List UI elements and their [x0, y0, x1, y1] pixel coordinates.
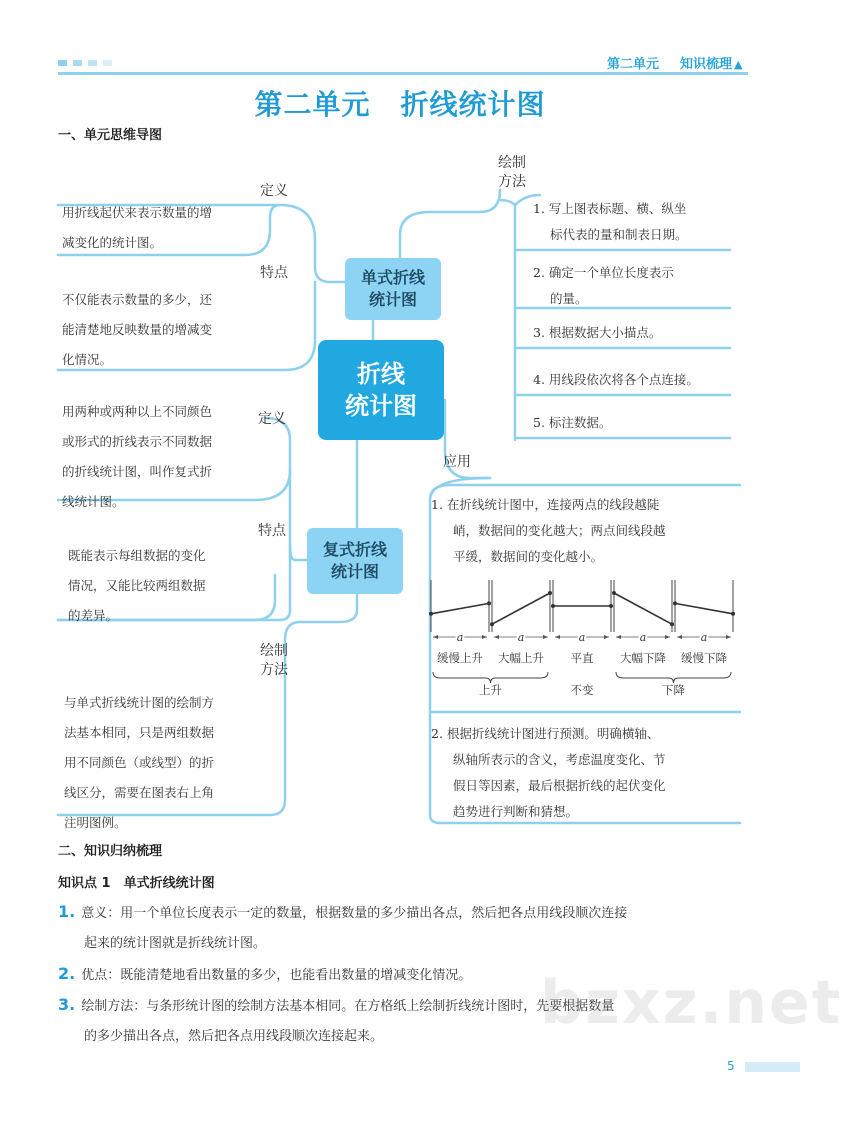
group-brace [616, 672, 731, 683]
application-item2-line: 2. 根据折线统计图进行预测。明确横轴、 [431, 726, 660, 741]
application-item2-line: 假日等因素，最后根据折线的起伏变化 [453, 778, 666, 793]
compound-feature-line: 的差异。 [68, 608, 119, 623]
section-heading-knowledge: 二、知识归纳梳理 [58, 844, 163, 859]
dimension-label-a: a [456, 631, 464, 644]
compound-method-line: 与单式折线统计图的绘制方 [64, 695, 215, 710]
slope-type-label: 缓慢上升 [437, 651, 483, 665]
item-number: 2. [58, 964, 76, 983]
compound-method-label [260, 642, 288, 680]
method-step-line: 2. 确定一个单位长度表示 [533, 265, 674, 280]
page-title-topic: 折线统计图 [400, 88, 546, 121]
section-heading-mindmap: 一、单元思维导图 [58, 128, 163, 143]
compound-definition-text [62, 397, 212, 517]
slope-line [614, 593, 672, 624]
compound-method-line: 用不同颜色（或线型）的折 [64, 755, 215, 770]
compound-feature-line: 既能表示每组数据的变化 [68, 548, 206, 563]
compound-definition-line: 线统计图。 [62, 494, 125, 509]
slope-type-label: 大幅下降 [620, 651, 666, 665]
slope-line [431, 603, 489, 613]
dimension-arrow [665, 635, 670, 639]
single-definition-line: 减变化的统计图。 [62, 235, 163, 250]
dimension-label-a: a [517, 631, 525, 644]
application-item-1 [431, 492, 666, 570]
application-item2-line: 趋势进行判断和猜想。 [453, 804, 579, 819]
dimension-arrow [555, 635, 560, 639]
application-item1-line: 平缓，数据间的变化越小。 [453, 549, 604, 564]
center-node [318, 340, 444, 440]
slope-point [731, 612, 735, 616]
compound-node-line1: 复式折线 [322, 540, 387, 559]
knowledge-point-title: 知识点 1 单式折线统计图 [58, 876, 215, 891]
dimension-label-a: a [700, 631, 708, 644]
dimension-arrow [482, 635, 487, 639]
item-text: 意义：用一个单位长度表示一定的数量，根据数量的多少描出各点，然后把各点用线段顺次连接 [81, 906, 628, 921]
header-subject-text: 知识梳理 [680, 57, 733, 72]
dimension-arrow [616, 635, 621, 639]
application-label: 应用 [443, 454, 471, 470]
group-label: 上升 [479, 683, 502, 697]
single-feature-line: 不仅能表示数量的多少，还 [62, 292, 213, 307]
single-feature-line: 能清楚地反映数量的增减变 [62, 322, 213, 337]
watermark: bzxz.net [540, 968, 842, 1038]
slope-point [429, 612, 433, 616]
slope-point [548, 591, 552, 595]
single-node-line2: 统计图 [368, 290, 417, 309]
slope-type-label: 大幅上升 [498, 651, 544, 665]
dimension-arrow [494, 635, 499, 639]
compound-method-label-line1: 绘制 [260, 643, 288, 659]
item-text: 起来的统计图就是折线统计图。 [84, 936, 267, 951]
page-number: 5 [727, 1059, 735, 1073]
compound-method-label-line2: 方法 [260, 662, 288, 678]
method-step-3: 3. 根据数据大小描点。 [533, 325, 662, 340]
method-step-4: 4. 用线段依次将各个点连接。 [533, 372, 699, 387]
slope-line [675, 603, 733, 613]
group-label: 下降 [662, 683, 685, 697]
item-number: 1. [58, 902, 76, 921]
method-step-line: 的量。 [550, 291, 588, 306]
page-number-bar [745, 1062, 800, 1072]
group-brace [433, 672, 548, 683]
application-item1-line: 峭，数据间的变化越大；两点间线段越 [453, 523, 666, 538]
method-step-line: 标代表的量和制表日期。 [550, 227, 688, 242]
compound-feature-text [68, 541, 206, 631]
single-method-label-line2: 方法 [498, 174, 526, 190]
single-feature-line: 化情况。 [62, 352, 113, 367]
single-node-line1: 单式折线 [360, 268, 425, 287]
application-item1-line: 1. 在折线统计图中，连接两点的线段越陡 [431, 497, 660, 512]
compound-method-line: 线区分，需要在图表右上角 [64, 785, 215, 800]
slope-point [673, 601, 677, 605]
compound-feature-label: 特点 [258, 523, 286, 539]
slope-point [487, 601, 491, 605]
method-step-2 [533, 260, 674, 312]
single-line-chart-node [345, 258, 441, 320]
dimension-arrow [604, 635, 609, 639]
compound-definition-line: 用两种或两种以上不同颜色 [62, 404, 213, 419]
compound-method-line: 法基本相同，只是两组数据 [64, 725, 215, 740]
method-step-1 [533, 196, 688, 248]
header-unit-label: 第二单元 [607, 57, 660, 72]
method-step-line: 1. 写上图表标题、横、纵坐 [533, 201, 687, 216]
compound-node-line2: 统计图 [330, 562, 379, 581]
dimension-arrow [726, 635, 731, 639]
graduation-cap-icon: ▲ [734, 58, 743, 71]
slope-point [551, 604, 555, 608]
group-label: 不变 [570, 683, 594, 697]
slope-point [490, 622, 494, 626]
compound-method-text [64, 688, 214, 838]
slope-diagram [428, 575, 733, 705]
compound-method-line: 注明图例。 [64, 815, 127, 830]
single-method-label-line1: 绘制 [498, 155, 526, 171]
method-step-5: 5. 标注数据。 [533, 415, 612, 430]
single-definition-line: 用折线起伏来表示数量的增 [62, 205, 213, 220]
item-text: 的多少描出各点，然后把各点用线段顺次连接起来。 [84, 1029, 384, 1044]
compound-definition-label: 定义 [258, 411, 286, 427]
dimension-arrow [433, 635, 438, 639]
item-text: 优点：既能清楚地看出数量的多少，也能看出数量的增减变化情况。 [81, 968, 472, 983]
page-title-unit: 第二单元 [254, 88, 371, 121]
single-definition-label: 定义 [260, 183, 288, 199]
center-node-line2: 统计图 [345, 392, 417, 420]
slope-point [612, 591, 616, 595]
knowledge-item-1 [58, 897, 748, 959]
slope-point [609, 604, 613, 608]
dimension-arrow [543, 635, 548, 639]
application-item2-line: 纵轴所表示的含义，考虑温度变化、节 [453, 752, 666, 767]
slope-type-label: 缓慢下降 [681, 651, 727, 665]
dimension-arrow [677, 635, 682, 639]
compound-feature-line: 情况，又能比较两组数据 [68, 578, 206, 593]
item-text: 绘制方法：与条形统计图的绘制方法基本相同。在方格纸上绘制折线统计图时，先要根据数量 [81, 999, 615, 1014]
application-item-2 [431, 721, 666, 825]
compound-definition-line: 或形式的折线表示不同数据 [62, 434, 213, 449]
compound-definition-line: 的折线统计图，叫作复式折 [62, 464, 213, 479]
single-method-label [498, 154, 526, 192]
slope-line [492, 593, 550, 624]
center-node-line1: 折线 [357, 360, 405, 388]
item-number: 3. [58, 995, 76, 1014]
dimension-label-a: a [639, 631, 647, 644]
single-feature-text [62, 285, 212, 375]
dimension-label-a: a [578, 631, 586, 644]
single-feature-label: 特点 [260, 265, 288, 281]
compound-line-chart-node [307, 528, 403, 594]
single-definition-text [62, 198, 212, 258]
slope-type-label: 平直 [570, 651, 594, 665]
slope-point [670, 622, 674, 626]
